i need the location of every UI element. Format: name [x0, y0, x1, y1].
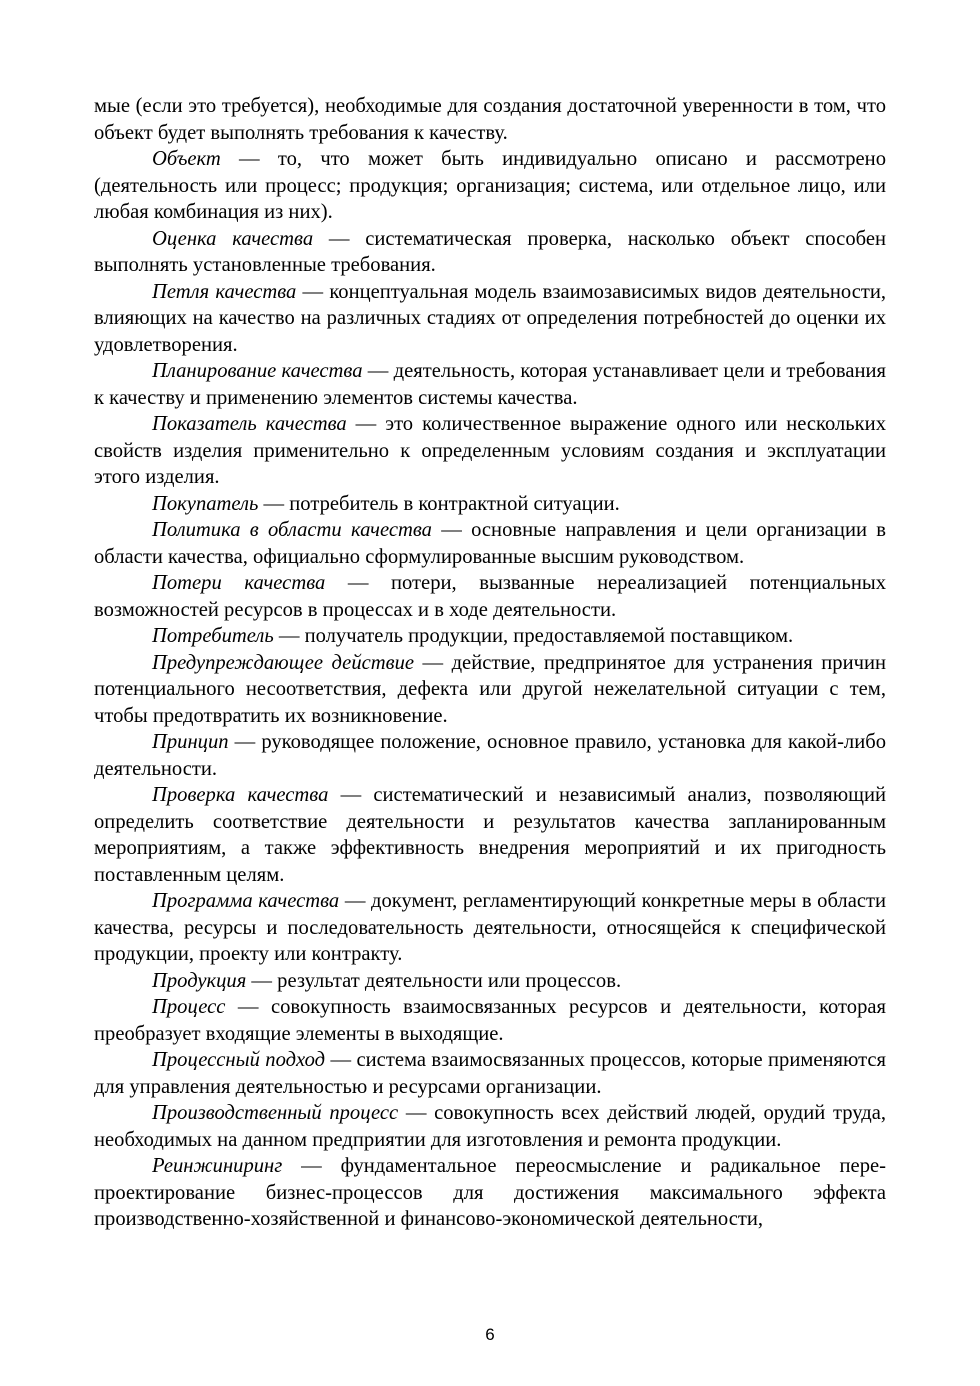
definition-term: Покупатель — [152, 492, 259, 515]
definition-term: Реинжиниринг — [152, 1155, 283, 1177]
definition-entry — [94, 650, 886, 730]
definition-text: — потери, вызванные нереализацией потенциальных возможностей ресурсов в процессах и в ходе деятельности. — [94, 572, 887, 621]
definition-text: — совокупность взаимосвязанных ресурсов и деятельности, которая преобразует входящие элементы в выходящие. — [94, 996, 886, 1045]
definition-text: — фундаментальное переосмысление и радикальное перепроектирование бизнес-процессов для достижения максимального эффекта производственно-хозяйственной и финансово-экономической деятельности, — [94, 1155, 886, 1230]
definition-text: — основные направления и цели организации в области качества, официально сформулированные высшим руководством. — [94, 519, 886, 568]
definition-term: Принцип — [152, 731, 229, 753]
definition-entry — [94, 968, 886, 995]
definition-term: Объект — [152, 148, 221, 170]
definition-text: — результат деятельности или процессов. — [246, 969, 622, 992]
definition-term: Предупреждающее действие — [152, 651, 415, 674]
definition-term: Петля качества — [152, 280, 297, 303]
definition-entry — [94, 1047, 886, 1100]
definition-term: Планирование качества — [152, 360, 363, 382]
definition-entry — [94, 623, 886, 650]
definition-text: — совокупность всех действий людей, орудий труда, необходимых на данном предприятии для изготовления и ремонта продукции. — [94, 1102, 886, 1151]
definition-text: — потребитель в контрактной ситуации. — [258, 492, 620, 515]
definition-text: — получатель продукции, предоставляемой поставщиком. — [273, 625, 794, 647]
definition-entry — [94, 1153, 886, 1233]
definition-term: Программа качества — [152, 890, 340, 912]
definition-term: Продукция — [152, 969, 247, 992]
definition-entry — [94, 570, 886, 623]
definition-term: Проверка качества — [152, 784, 329, 806]
definition-entry — [94, 782, 886, 888]
definition-text: — концептуальная модель взаимозависимых видов деятельности, влияющих на качество на различных стадиях от определения потребностей до оценки их удовлетворения. — [94, 280, 886, 356]
definition-entry — [94, 1100, 886, 1153]
definition-text: — систематическая проверка, насколько объект способен выполнять установленные требования. — [94, 227, 886, 276]
definition-entry — [94, 146, 886, 226]
definition-entry — [94, 729, 886, 782]
document-page — [94, 93, 886, 1233]
definition-entry — [94, 358, 886, 411]
definition-entry — [94, 279, 886, 359]
definition-term: Потребитель — [152, 625, 274, 647]
definition-term: Процессный подход — [152, 1049, 326, 1071]
definition-entry — [94, 491, 886, 518]
definition-term: Оценка качества — [152, 227, 314, 250]
definition-text: — документ, регламентирующий конкретные меры в области качества, ресурсы и последовательность деятельности, относящейся к специфической продукции, проекту или контракту. — [94, 890, 886, 965]
definition-text: — деятельность, которая устанавливает цели и требования к качеству и применению элементов системы качества. — [94, 360, 886, 409]
continuation-paragraph: мые (если это требуется), необходимые для создания достаточной уверенности в том, что объект будет выполнять требования к качеству. — [94, 95, 886, 144]
definition-text: — действие, предпринятое для устранения причин потенциального несоответствия, дефекта или другой нежелательной ситуации с тем, чтобы предотвратить их возникновение. — [94, 651, 886, 727]
definition-text: — руководящее положение, основное правило, установка для какой-либо деятельности. — [94, 731, 886, 780]
definition-entry — [94, 517, 886, 570]
definition-text: — систематический и независимый анализ, позволяющий определить соответствие деятельности и результатов качества запланированным мероприятиям, а также эффективность внедрения мероприятий и их пригодность поставленным целям. — [94, 784, 886, 886]
definition-text: — это количественное выражение одного или нескольких свойств изделия применительно к определенным условиям создания и эксплуатации этого изделия. — [94, 413, 886, 488]
definition-text: — система взаимосвязанных процессов, которые применяются для управления деятельностью и ресурсами организации. — [94, 1049, 886, 1098]
definition-entry — [94, 226, 886, 279]
definition-entry — [94, 994, 886, 1047]
definition-term: Процесс — [152, 996, 226, 1018]
definition-text: — то, что может быть индивидуально описано и рассмотрено (деятельность или процесс; продукция; организация; система, или отдельное лицо, или любая комбинация из них). — [94, 148, 886, 223]
definition-term: Потери качества — [152, 572, 326, 594]
page-number: 6 — [485, 1325, 495, 1344]
definition-entry — [94, 888, 886, 968]
definition-term: Производственный процесс — [152, 1102, 399, 1124]
definition-term: Политика в области качества — [152, 519, 432, 541]
definition-entry — [94, 411, 886, 491]
definition-term: Показатель качества — [152, 413, 347, 435]
